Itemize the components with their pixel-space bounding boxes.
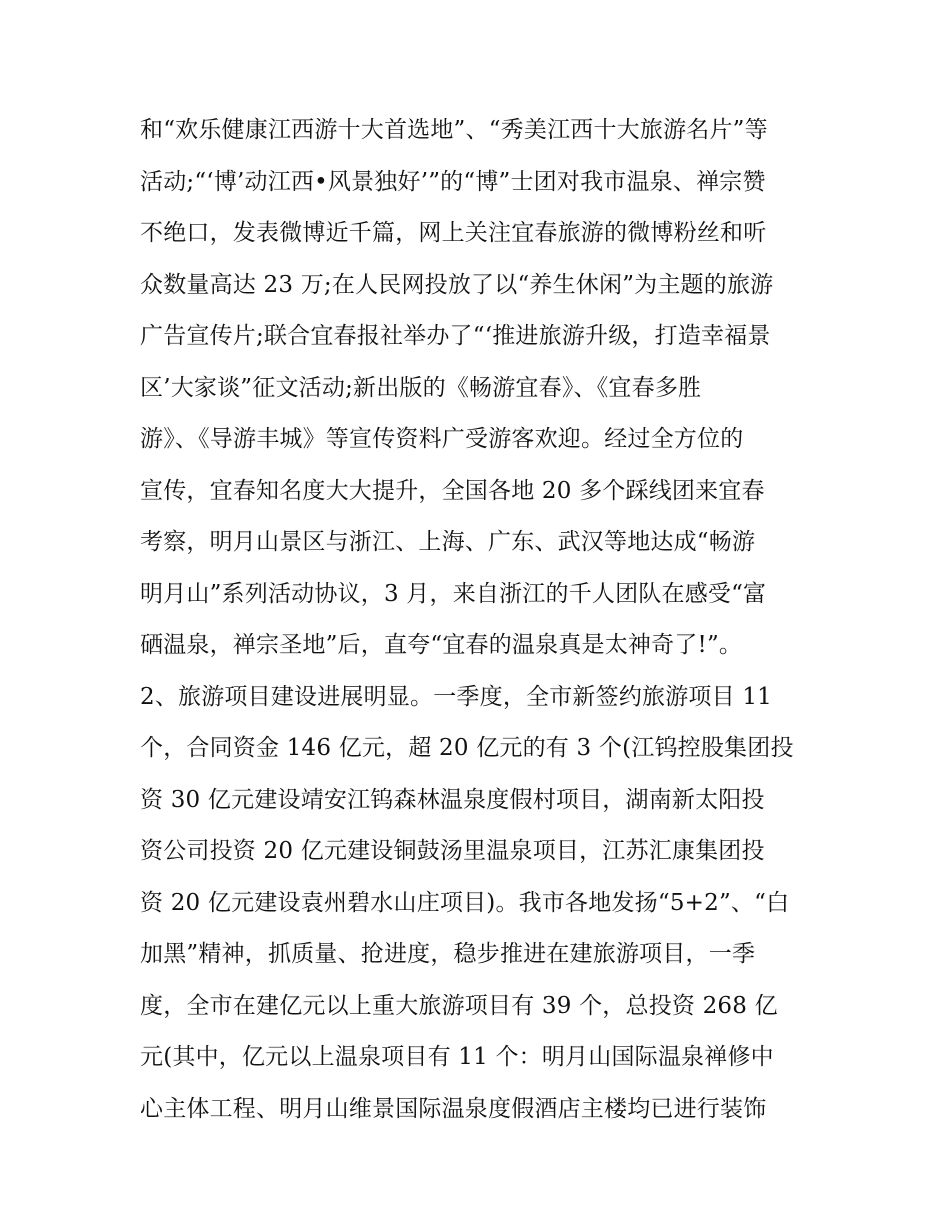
text-line: 宣传，宜春知名度大大提升，全国各地 20 多个踩线团来宜春 <box>140 477 765 504</box>
text-line: 和“欢乐健康江西游十大首选地”、“秀美江西十大旅游名片”等 <box>140 117 768 143</box>
text-line: 游》、《导游丰城》等宣传资料广受游客欢迎。经过全方位的 <box>140 426 744 452</box>
text-line: 区’大家谈”征文活动;新出版的《畅游宜春》、《宜春多胜 <box>140 374 702 401</box>
text-line: 心主体工程、明月山维景国际温泉度假酒店主楼均已进行装饰 <box>140 1095 767 1122</box>
text-line: 2、旅游项目建设进展明显。一季度，全市新签约旅游项目 11 <box>140 683 773 710</box>
text-line: 众数量高达 23 万;在人民网投放了以“养生休闲”为主题的旅游 <box>140 271 774 298</box>
text-line: 加黑”精神，抓质量、抢进度，稳步推进在建旅游项目，一季 <box>140 941 756 967</box>
text-line: 资 20 亿元建设袁州碧水山庄项目)。我市各地发扬“5+2”、“白 <box>140 889 790 916</box>
text-line: 度，全市在建亿元以上重大旅游项目有 39 个，总投资 268 亿 <box>140 992 778 1019</box>
text-line: 元(其中，亿元以上温泉项目有 11 个：明月山国际温泉禅修中 <box>140 1044 774 1070</box>
text-line: 不绝口，发表微博近千篇，网上关注宜春旅游的微博粉丝和听 <box>140 220 767 246</box>
text-line: 考察，明月山景区与浙江、上海、广东、武汉等地达成“畅游 <box>140 529 756 555</box>
text-line: 资公司投资 20 亿元建设铜鼓汤里温泉项目，江苏汇康集团投 <box>140 838 765 864</box>
body-text <box>140 105 840 1135</box>
text-line: 广告宣传片;联合宜春报社举办了“‘推进旅游升级，打造幸福景 <box>140 323 771 349</box>
text-line: 明月山”系列活动协议，3 月，来自浙江的千人团队在感受“富 <box>140 580 767 607</box>
text-line: 活动;“‘博’动江西•风景独好’”的“博”士团对我市温泉、禅宗赞 <box>140 168 766 195</box>
text-line: 个，合同资金 146 亿元，超 20 亿元的有 3 个(江钨控股集团投 <box>140 735 794 761</box>
text-line: 资 30 亿元建设靖安江钨森林温泉度假村项目，湖南新太阳投 <box>140 786 765 813</box>
text-line: 硒温泉，禅宗圣地”后，直夸“宜春的温泉真是太神奇了!”。 <box>140 632 743 658</box>
